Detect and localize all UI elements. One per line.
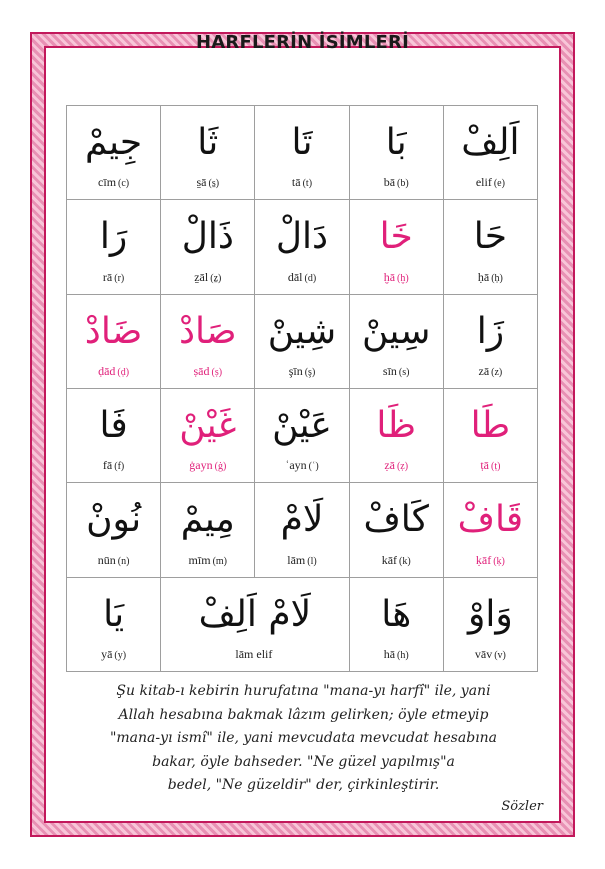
letter-code: (z): [491, 367, 503, 378]
letter-transliteration: [444, 553, 537, 568]
letter-code: (f): [114, 461, 125, 473]
letter-transliteration: [350, 364, 443, 379]
letter-cell: [67, 389, 161, 483]
arabic-letter: عَيْنْ: [272, 405, 332, 446]
letter-code: (ṣ): [211, 367, 223, 378]
letter-code: (ḍ): [117, 367, 130, 378]
letter-name: rā: [102, 269, 113, 284]
letter-cell: [67, 200, 161, 294]
letter-cell: [161, 295, 255, 389]
quote-line: bedel, "Ne güzeldir" der, çirkinleştirir.: [167, 777, 440, 793]
letter-cell: [255, 483, 349, 577]
letter-name: s̱ā: [196, 175, 207, 190]
quote-line: bakar, öyle bahseder. "Ne güzel yapılmış"a: [152, 753, 455, 770]
arabic-letter: لَامْ: [280, 499, 324, 541]
arabic-letter: جِيمْ: [85, 122, 143, 163]
letter-code: (h): [397, 650, 409, 661]
arabic-letter: دَالْ: [275, 216, 329, 258]
letter-cell: [255, 200, 349, 294]
letter-code: (e): [493, 178, 505, 190]
letter-transliteration: [350, 458, 443, 473]
letter-name: lām: [287, 552, 306, 567]
letter-cell: [67, 106, 161, 200]
letter-code: (ḥ): [491, 272, 503, 284]
arabic-letter: فَا: [99, 405, 128, 446]
arabic-letter: صَادْ: [179, 310, 237, 352]
letter-name: hā: [383, 647, 396, 661]
letter-transliteration: [350, 647, 443, 662]
letter-name: ṭā: [480, 458, 489, 473]
arabic-letter: قَافْ: [457, 499, 524, 541]
letter-transliteration: [161, 270, 254, 285]
letter-transliteration: [255, 270, 348, 285]
arabic-letter: خَا: [379, 216, 413, 258]
letter-code: (y): [114, 650, 127, 661]
arabic-letter: زَا: [476, 310, 505, 352]
letter-name: elif: [475, 175, 492, 190]
letter-transliteration: [444, 270, 537, 285]
letter-name: ḫā: [383, 269, 396, 284]
letter-transliteration: [350, 175, 443, 190]
letter-cell: [350, 578, 444, 672]
letter-name: sīn: [382, 364, 397, 378]
letter-code: (s): [398, 367, 410, 378]
letter-transliteration: [67, 553, 160, 568]
letter-transliteration: [350, 553, 443, 568]
letter-transliteration: [255, 553, 348, 568]
arabic-letter: ذَالْ: [181, 216, 234, 258]
arabic-letter: ثَا: [197, 122, 219, 163]
letter-transliteration: [161, 458, 254, 473]
letter-code: (ẓ): [396, 461, 409, 473]
letter-name: ẓā: [384, 458, 395, 473]
letter-code: (r): [114, 272, 125, 284]
letter-name: kāf: [381, 552, 398, 567]
letter-name: şīn: [288, 364, 303, 378]
letter-cell: [350, 200, 444, 294]
letter-cell: [444, 106, 538, 200]
arabic-letter: نُونْ: [86, 499, 142, 541]
letter-code: (ʿ): [308, 461, 319, 473]
letter-cell: [444, 200, 538, 294]
letter-cell: [161, 106, 255, 200]
letter-transliteration: [161, 647, 348, 662]
letter-transliteration: [255, 175, 348, 190]
letter-cell: [161, 483, 255, 577]
letter-transliteration: [255, 458, 348, 473]
letter-code: (v): [494, 650, 506, 661]
letter-code: (ş): [304, 367, 316, 378]
letter-name: yā: [101, 647, 113, 661]
letter-code: (ḫ): [397, 272, 409, 284]
letter-name: ṣād: [193, 364, 210, 378]
letter-code: (t): [302, 178, 313, 190]
signature: Sözler: [501, 799, 543, 814]
letter-transliteration: [67, 364, 160, 379]
letter-name: ḳāf: [475, 552, 492, 567]
letter-transliteration: [67, 647, 160, 662]
letter-cell: [255, 389, 349, 483]
quote-line: "mana-yı ismî" ile, yani mevcudata mevcudat hesabına: [109, 730, 498, 746]
letter-code: (n): [117, 555, 130, 567]
letter-transliteration: [161, 175, 254, 190]
letter-code: (s̱): [208, 178, 220, 190]
letter-cell: [444, 295, 538, 389]
arabic-letter: طَا: [470, 405, 511, 446]
arabic-letter: حَا: [473, 216, 507, 258]
letter-cell: [161, 389, 255, 483]
letter-name: lām elif: [235, 647, 273, 661]
letter-code: (ṭ): [491, 461, 501, 473]
arabic-letter: ضَادْ: [84, 310, 143, 352]
letter-transliteration: [161, 364, 254, 379]
arabic-letter: مِيمْ: [180, 499, 235, 541]
letter-code: (ẕ): [210, 272, 222, 284]
letter-code: (c): [118, 178, 130, 190]
page-title: HARFLERİN İSİMLERİ: [196, 32, 409, 53]
letter-name: ḥā: [477, 269, 490, 284]
letter-cell: [444, 578, 538, 672]
letter-grid: [66, 105, 538, 672]
arabic-letter: يَا: [103, 593, 125, 635]
letter-cell: [67, 295, 161, 389]
letter-name: nūn: [97, 552, 116, 567]
letter-cell: [350, 295, 444, 389]
arabic-letter: شِينْ: [267, 310, 337, 352]
letter-transliteration: [161, 553, 254, 568]
letter-transliteration: [67, 175, 160, 190]
letter-name: cīm: [98, 175, 117, 190]
letter-name: fā: [102, 458, 113, 473]
letter-code: (ġ): [214, 461, 227, 473]
letter-name: ġayn: [189, 458, 213, 473]
letter-name: bā: [383, 175, 396, 190]
letter-cell: [161, 578, 349, 672]
arabic-letter: لَامْ اَلِفْ: [198, 593, 312, 635]
arabic-letter: وَاوْ: [468, 593, 513, 635]
letter-transliteration: [350, 270, 443, 285]
quote-line: Şu kitab-ı kebirin hurufatına "mana-yı harfî" ile, yani: [116, 683, 491, 699]
letter-transliteration: [444, 364, 537, 379]
letter-cell: [67, 483, 161, 577]
arabic-letter: اَلِفْ: [461, 122, 520, 163]
letter-code: (d): [304, 272, 317, 284]
letter-cell: [350, 106, 444, 200]
letter-transliteration: [444, 647, 537, 662]
arabic-letter: كَافْ: [363, 499, 429, 541]
letter-code: (b): [397, 178, 409, 190]
letter-transliteration: [67, 458, 160, 473]
letter-transliteration: [67, 270, 160, 285]
arabic-letter: بَا: [385, 122, 407, 163]
letter-cell: [444, 389, 538, 483]
letter-code: (l): [307, 555, 317, 567]
quote-text: [46, 680, 561, 798]
letter-name: ʿayn: [285, 458, 307, 473]
arabic-letter: رَا: [99, 216, 128, 258]
letter-code: (k): [399, 555, 411, 567]
letter-cell: [350, 389, 444, 483]
arabic-letter: هَا: [381, 593, 412, 635]
letter-name: dāl: [287, 269, 303, 284]
letter-transliteration: [444, 175, 537, 190]
letter-cell: [444, 483, 538, 577]
quote-line: Allah hesabına bakmak lâzım gelirken; öyle etmeyip: [118, 706, 489, 723]
letter-cell: [255, 295, 349, 389]
letter-cell: [161, 200, 255, 294]
letter-name: zā: [478, 364, 490, 378]
letter-name: tā: [291, 175, 301, 190]
letter-name: ḍād: [98, 364, 116, 378]
letter-name: vāv: [474, 647, 493, 661]
letter-cell: [350, 483, 444, 577]
letter-name: ẕāl: [194, 269, 209, 284]
letter-code: (m): [212, 555, 228, 567]
arabic-letter: ظَا: [376, 405, 416, 446]
letter-name: mīm: [188, 552, 211, 567]
letter-code: (ḳ): [493, 555, 505, 567]
letter-transliteration: [255, 364, 348, 379]
letter-transliteration: [444, 458, 537, 473]
arabic-letter: تَا: [291, 122, 313, 163]
letter-cell: [255, 106, 349, 200]
letter-cell: [67, 578, 161, 672]
arabic-letter: سِينْ: [361, 310, 431, 352]
arabic-letter: غَيْنْ: [179, 405, 237, 446]
